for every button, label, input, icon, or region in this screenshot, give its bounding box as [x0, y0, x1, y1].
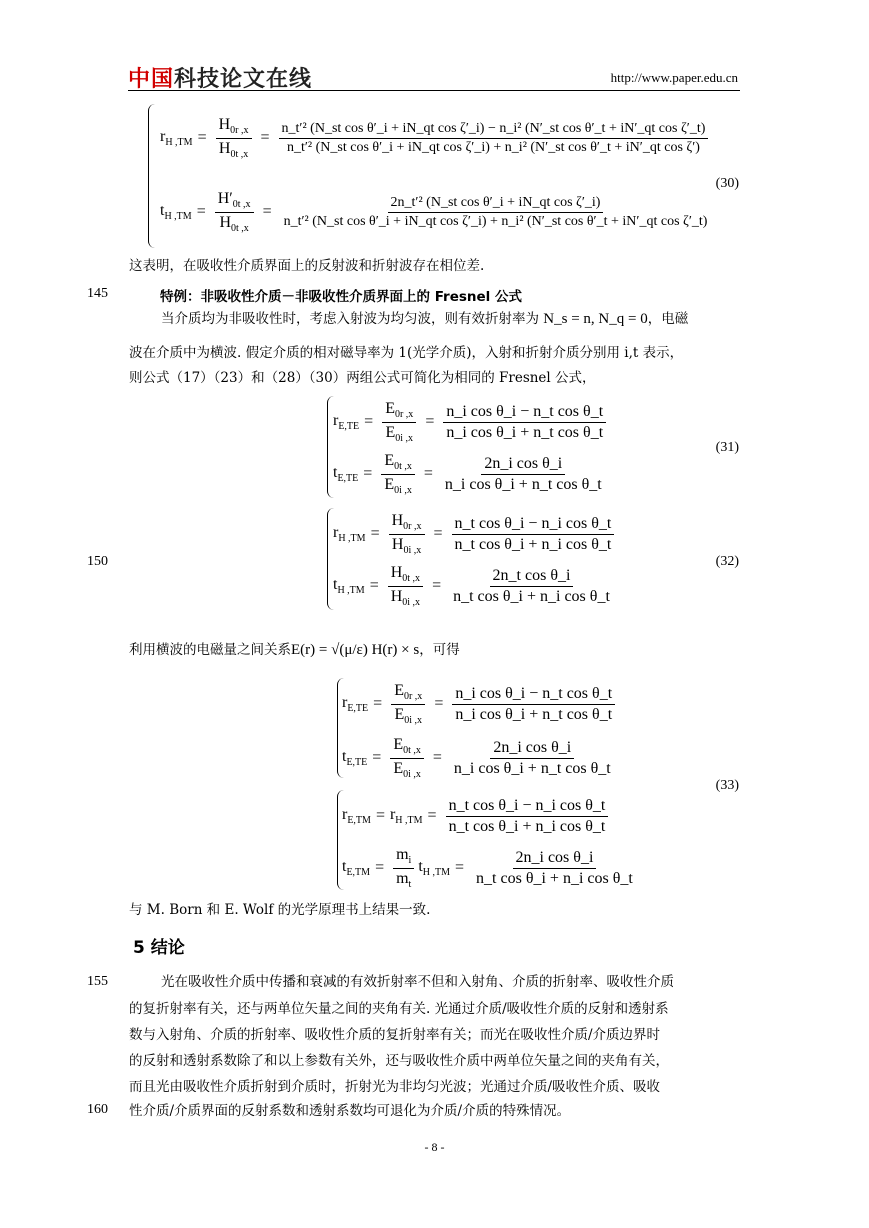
eq30-t-row: $t_{H ,TM}$ = $\frac{H'_{0t ,x}}{H_{0t ,x}}$ = 2n_t′² (N_st cos θ′_i + iN_qt cos ζ′_i) n_t′² (N_st cos θ′_i + iN_qt cos ζ′_i) + n_i² (N′_st cos θ′_t + iN′_qt cos ζ′_t) — [160, 182, 714, 242]
page-number: - 8 - — [424, 1140, 445, 1154]
eq30-brace — [148, 104, 155, 248]
born-wolf-note: 与 M. Born 和 E. Wolf 的光学原理书上结果一致. — [129, 902, 431, 918]
line-number-155: 155 — [87, 974, 108, 989]
site-logo — [128, 62, 312, 93]
header-url[interactable]: http://www.paper.edu.cn — [610, 70, 738, 85]
line-number-160: 160 — [87, 1102, 108, 1117]
eq33-r-te-row: $r_{E,TE}$ = $\frac{E_{0r ,x}}{E_{0i ,x}}$ = $\frac{\text{n\_i cos θ\_i − n\_t cos θ\_t}}{\text{n\_i cos θ\_i + n\_t cos θ\_t}}$ — [342, 680, 619, 728]
eq30-number: (30) — [715, 176, 739, 191]
eq32-r-row: $r_{H ,TM}$ = $\frac{H_{0r ,x}}{H_{0i ,x}}$ = $\frac{\text{n\_t cos θ\_i − n\_i cos θ\_t}}{\text{n\_t cos θ\_i + n\_i cos θ\_t}}$ — [333, 510, 618, 558]
eq30-r-num: n_t′² (N_st cos θ′_i + iN_qt cos ζ′_i) − n_i² (N′_st cos θ′_t + iN′_qt cos ζ′_t) — [279, 120, 709, 139]
eq33-r-tm-row: $r_{E,TM}$ = $r_{H ,TM}$ = $\frac{\text{n\_t cos θ\_i − n\_i cos θ\_t}}{\text{n\_t cos θ\_i + n\_i cos θ\_t}}$ — [342, 792, 612, 840]
logo-red-part: 中国 — [128, 67, 175, 92]
section-title: 5 结论 — [133, 938, 185, 958]
effective-index-math: N_s = n, N_q = 0 — [543, 311, 648, 327]
eq32-t-row: $t_{H ,TM}$ = $\frac{H_{0t ,x}}{H_{0i ,x}}$ = $\frac{\text{2n\_t cos θ\_i}}{\text{n\_t cos θ\_i + n\_i cos θ\_t}}$ — [333, 564, 610, 608]
eq31-r-row: $r_{E,TE}$ = $\frac{E_{0r ,x}}{E_{0i ,x}}$ = $\frac{\text{n\_i cos θ\_i − n\_t cos θ\_t}}{\text{n\_i cos θ\_i + n\_t cos θ\_t}}$ — [333, 398, 610, 446]
conclusion-line-5: 而且光由吸收性介质折射到介质时，折射光为非均匀光波；光通过介质/吸收性介质、吸收 — [129, 1079, 661, 1095]
eq31-number: (31) — [715, 440, 739, 455]
special-case-heading: 特例：非吸收性介质－非吸收性介质界面上的 Fresnel 公式 — [160, 289, 523, 305]
conclusion-line-2: 的复折射率有关，还与两单位矢量之间的夹角有关. 光通过介质/吸收性介质的反射和透射系 — [129, 1001, 669, 1017]
header-rule — [128, 90, 740, 91]
line-number-150: 150 — [87, 554, 108, 569]
eq30-t-den: n_t′² (N_st cos θ′_i + iN_qt cos ζ′_i) + n_i² (N′_st cos θ′_t + iN′_qt cos ζ′_t) — [283, 213, 708, 229]
eq33-t-tm-row: $t_{E,TM}$ = $\frac{m_i}{m_t}$ $t_{H ,TM}$ = $\frac{\text{2n\_i cos θ\_i}}{\text{n\_t cos θ\_i + n\_i cos θ\_t}}$ — [342, 846, 633, 890]
relation-line: 利用横波的电磁量之间关系E(r) = √(μ/ε) H(r) × s，可得 — [129, 642, 460, 658]
eq31-t-row: $t_{E,TE}$ = $\frac{E_{0t ,x}}{E_{0i ,x}}$ = $\frac{\text{2n\_i cos θ\_i}}{\text{n\_i cos θ\_i + n\_t cos θ\_t}}$ — [333, 452, 602, 496]
eq30-t-num: 2n_t′² (N_st cos θ′_i + iN_qt cos ζ′_i) — [388, 194, 604, 213]
conclusion-line-3: 数与入射角、介质的折射率、吸收性介质的复折射率有关；而光在吸收性介质/介质边界时 — [129, 1027, 661, 1043]
para-1-line-1: 当介质均为非吸收性时，考虑入射波为均匀波，则有效折射率为 N_s = n, N_q = 0，电磁 — [161, 311, 689, 327]
para-1-line-3: 则公式（17）（23）和（28）（30）两组公式可简化为相同的 Fresnel 公式， — [129, 370, 596, 386]
eq32-number: (32) — [715, 554, 739, 569]
conclusion-line-6: 性介质/介质界面的反射系数和透射系数均可退化为介质/介质的特殊情况。 — [129, 1103, 571, 1119]
eq30-r-row: $r_{H ,TM}$ = $\frac{H_{0r ,x}}{H_{0t ,x}}$ = n_t′² (N_st cos θ′_i + iN_qt cos ζ′_i) − n_i² (N′_st cos θ′_t + iN′_qt cos ζ′_t) n_t′² (N_st cos θ′_i + iN_qt cos ζ′_i) + n_i² (N′_st cos θ′_t + iN′_qt cos ζ′) — [160, 108, 712, 168]
line-number-145: 145 — [87, 286, 108, 301]
para-1-line-2: 波在介质中为横波. 假定介质的相对磁导率为 1(光学介质)，入射和折射介质分别用 i,t 表示， — [129, 345, 684, 361]
eq30-r-den: n_t′² (N_st cos θ′_i + iN_qt cos ζ′_i) + n_i² (N′_st cos θ′_t + iN′_qt cos ζ′) — [286, 139, 700, 155]
eq33-t-te-row: $t_{E,TE}$ = $\frac{E_{0t ,x}}{E_{0i ,x}}$ = $\frac{\text{2n\_i cos θ\_i}}{\text{n\_i cos θ\_i + n\_t cos θ\_t}}$ — [342, 736, 611, 780]
phase-note: 这表明，在吸收性介质界面上的反射波和折射波存在相位差. — [129, 258, 485, 274]
eq33-number: (33) — [715, 778, 739, 793]
relation-math: E(r) = √(μ/ε) H(r) × s — [291, 642, 420, 658]
logo-black-part: 科技论文在线 — [174, 67, 313, 92]
conclusion-line-1: 光在吸收性介质中传播和衰减的有效折射率不但和入射角、介质的折射率、吸收性介质 — [161, 974, 674, 990]
conclusion-line-4: 的反射和透射系数除了和以上参数有关外，还与吸收性介质中两单位矢量之间的夹角有关， — [129, 1053, 669, 1069]
